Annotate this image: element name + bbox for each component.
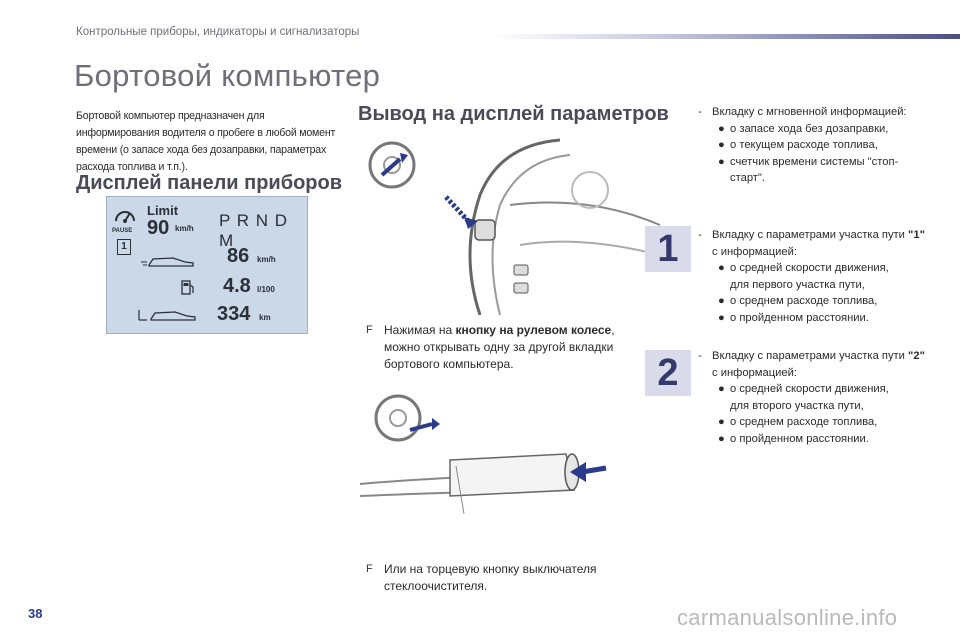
car-distance-icon	[137, 307, 199, 323]
speed-limiter-icon	[113, 205, 137, 227]
wiper-stalk-illustration	[360, 392, 670, 527]
info-block-instant: - Вкладку с мгновенной информацией: ● о запасе хода без дозаправки, ● о текущем расходе топлива, ● счетчик времени системы "стоп-старт".	[698, 106, 907, 184]
section-title-output: Вывод на дисплей параметров	[358, 103, 669, 125]
step-marker-icon: F	[366, 324, 373, 336]
step-wiper-button	[366, 561, 622, 595]
fuel-pump-icon	[181, 279, 195, 295]
header-gradient-bar	[492, 34, 960, 39]
limit-label: Limit	[147, 203, 179, 218]
car-speed-icon	[141, 253, 197, 269]
average-speed-value: 86	[227, 245, 250, 267]
steering-wheel-illustration	[360, 135, 670, 315]
tab-number-box: 1	[117, 239, 131, 255]
average-speed-unit: km/h	[257, 255, 276, 264]
gear-indicator: P R N D M	[219, 211, 289, 250]
intro-paragraph: Бортовой компьютер предназначен для информирования водителя о пробеге в любой момент времени (о запасе хода без дозаправки, параметрах расхода топлива и т.п.).	[76, 110, 336, 173]
instrument-display	[106, 196, 308, 334]
speed-value: 90	[147, 217, 170, 239]
speed-unit: km/h	[175, 224, 194, 233]
page-number: 38	[28, 606, 43, 621]
watermark: carmanualsonline.info	[677, 605, 898, 630]
pause-label: PAUSE	[112, 228, 133, 234]
tab-badge-2: 2	[645, 350, 691, 396]
running-header: Контрольные приборы, индикаторы и сигнализаторы	[76, 26, 360, 38]
distance-value: 334	[217, 303, 251, 325]
info-block-trip2: - Вкладку с параметрами участка пути "2" с информацией: ● о средней скорости движения, для второго участка пути, ● о среднем расходе топлива, ● о пройденном расстоянии.	[698, 350, 925, 445]
step-steering-button	[366, 322, 622, 373]
step-wiper-text: Или на торцевую кнопку выключателя стеклоочистителя.	[384, 562, 597, 593]
step-steering-text: Нажимая на кнопку на рулевом колесе, можно открывать одну за другой вкладки бортового компьютера.	[384, 323, 615, 371]
distance-unit: km	[259, 313, 271, 322]
fuel-consumption-unit: l/100	[257, 285, 275, 294]
section-title-display: Дисплей панели приборов	[76, 172, 343, 194]
page-title: Бортовой компьютер	[74, 58, 381, 93]
info-block-trip1: - Вкладку с параметрами участка пути "1" с информацией: ● о средней скорости движения, для первого участка пути, ● о среднем расходе топлива, ● о пройденном расстоянии.	[698, 229, 925, 324]
step-marker-icon: F	[366, 563, 373, 575]
tab-badge-1: 1	[645, 226, 691, 272]
fuel-consumption-value: 4.8	[223, 275, 251, 297]
